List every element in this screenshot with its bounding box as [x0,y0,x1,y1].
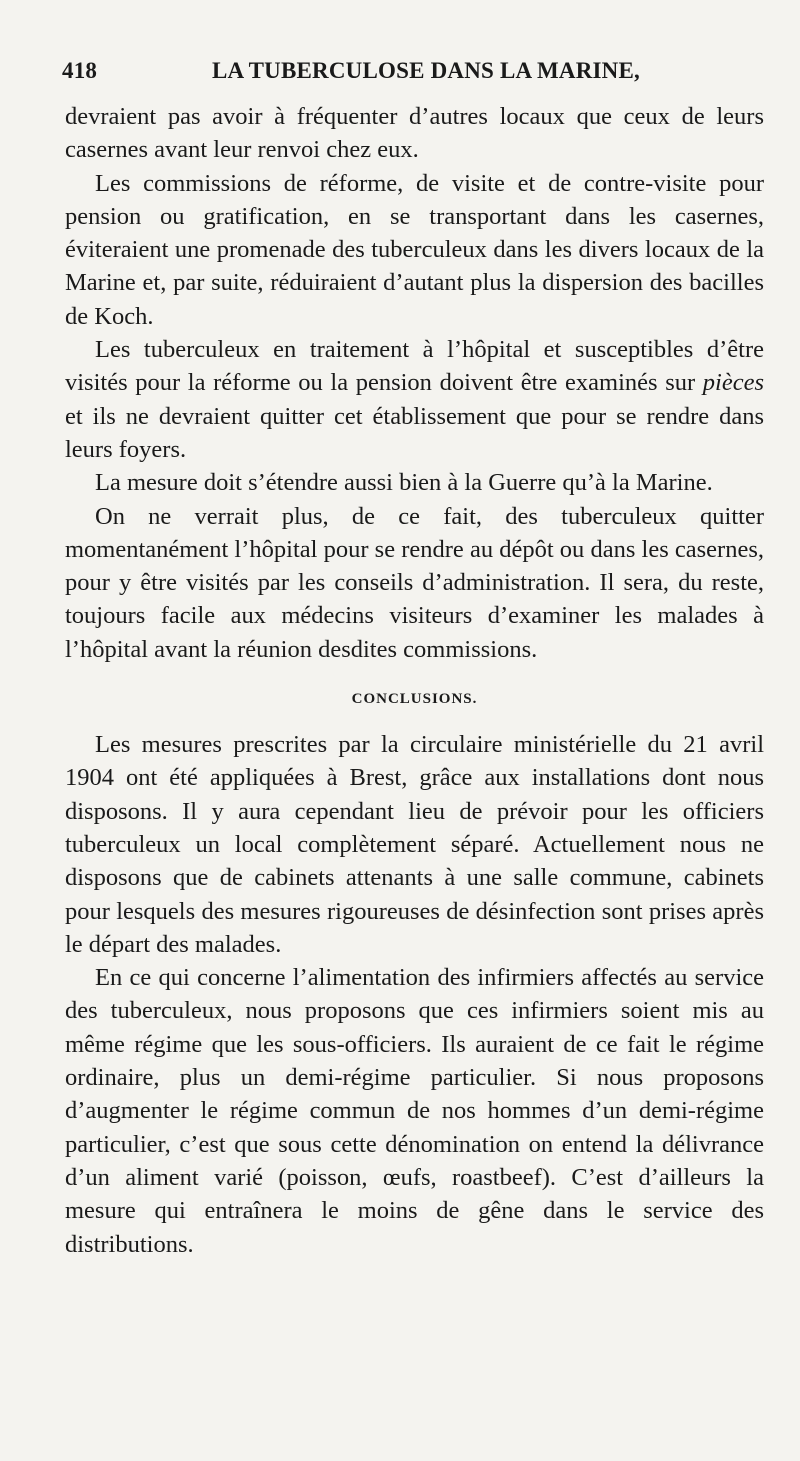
paragraph-hospital-treatment [65,333,764,466]
page-header [62,58,762,92]
paragraph-text-after: et ils ne devraient quitter cet établissement que pour se rendre dans leurs foyers. [65,402,764,463]
paragraph-text-before: Les tuberculeux en traitement à l’hôpital et susceptibles d’être visités pour la réforme ou la pension doivent être examinés sur [65,336,764,397]
section-heading: CONCLUSIONS. [351,691,478,708]
paragraph-visits: On ne verrait plus, de ce fait, des tuberculeux quitter momentanément l’hôpital pour se rendre au dépôt ou dans les casernes, pour y être visités par les conseils d’administration. Il sera, du reste, toujours facile aux médecins visiteurs d’examiner les malades à l’hôpital avant la réunion desdites commissions. [65,502,764,663]
paragraph-commissions: Les commissions de réforme, de visite et de contre-visite pour pension ou gratification, en se transportant dans les casernes, éviteraient une promenade des tuberculeux dans les divers locaux de la Marine et, par suite, réduiraient d’autant plus la dispersion des bacilles de Koch. [65,169,764,330]
italic-word: pièces [702,369,764,397]
page-number: 418 [62,58,98,83]
running-title: LA TUBERCULOSE DANS LA MARINE, [212,58,640,83]
paragraph-guerre-marine: La mesure doit s’étendre aussi bien à la Guerre qu’à la Marine. [95,469,713,497]
paragraph-alimentation: En ce qui concerne l’alimentation des infirmiers affectés au service des tuberculeux, nous proposons que ces infirmiers soient mis au même régime que les sous-officiers. Ils auraient de ce fait le régime ordinaire, plus un demi-régime particulier. Si nous proposons d’augmenter le régime commun de nos hommes d’un demi-régime particulier, c’est que sous cette dénomination on entend la délivrance d’un aliment varié (poisson, œufs, roastbeef). C’est d’ailleurs la mesure qui entraînera le moins de gêne dans le service des distributions. [65,964,764,1258]
body-text [65,100,764,1261]
paragraph-measures: Les mesures prescrites par la circulaire ministérielle du 21 avril 1904 ont été appliquées à Brest, grâce aux installations dont nous disposons. Il y aura cependant lieu de prévoir pour les officiers tuberculeux un local complètement séparé. Actuellement nous ne disposons que de cabinets attenants à une salle commune, cabinets pour lesquels des mesures rigoureuses de désinfection sont prises après le départ des malades. [65,731,764,958]
paragraph-continuation: devraient pas avoir à fréquenter d’autres locaux que ceux de leurs casernes avant leur renvoi chez eux. [65,103,764,164]
